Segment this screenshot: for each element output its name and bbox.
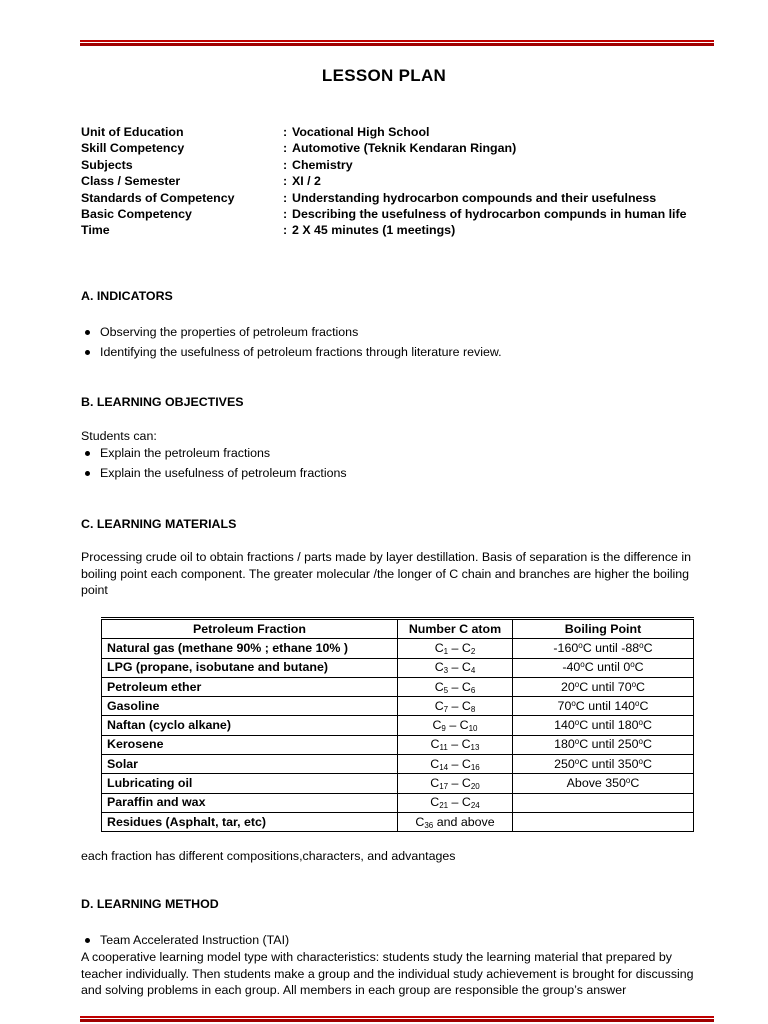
- info-row: [81, 157, 721, 173]
- boiling-point: 20$^o$C until 70$^o$C: [513, 677, 694, 696]
- info-row: [81, 206, 721, 222]
- info-label: Subjects: [81, 157, 133, 172]
- info-label: Class / Semester: [81, 174, 181, 189]
- boiling-point: 250$^o$C until 350$^o$C: [513, 755, 694, 774]
- table-row: [102, 639, 694, 658]
- info-label: Skill Competency: [81, 141, 185, 156]
- table-row: [102, 774, 694, 793]
- info-value: Chemistry: [292, 157, 353, 172]
- info-colon: :: [283, 157, 288, 172]
- info-colon: :: [283, 190, 288, 205]
- list-item: Identifying the usefulness of petroleum fractions through literature review.: [85, 342, 502, 362]
- info-colon: :: [283, 207, 288, 222]
- fraction-name: Lubricating oil: [102, 774, 398, 793]
- table-row: [102, 755, 694, 774]
- fraction-name: Natural gas (methane 90% ; ethane 10% ): [102, 639, 398, 658]
- info-value: Understanding hydrocarbon compounds and their usefulness: [292, 190, 657, 205]
- boiling-point: -160$^o$C until -88$^o$C: [513, 639, 694, 658]
- info-row: [81, 222, 721, 238]
- list-item: Observing the properties of petroleum fractions: [85, 322, 502, 342]
- section-c-heading: C. LEARNING MATERIALS: [81, 517, 237, 531]
- fraction-note: each fraction has different compositions,characters, and advantages: [81, 849, 456, 863]
- carbon-range: $C_{36}$ and above: [398, 812, 513, 831]
- table-row: [102, 697, 694, 716]
- info-colon: :: [283, 174, 288, 189]
- info-row: [81, 173, 721, 189]
- carbon-range: $C_{14} - C_{16}$: [398, 755, 513, 774]
- info-row: [81, 140, 721, 156]
- info-colon: :: [283, 141, 288, 156]
- carbon-range: $C_{17} - C_{20}$: [398, 774, 513, 793]
- info-value: Automotive (Teknik Kendaran Ringan): [292, 141, 517, 156]
- carbon-range: $C_3 - C_4$: [398, 658, 513, 677]
- list-item: Explain the petroleum fractions: [85, 443, 347, 463]
- carbon-range: $C_1 - C_2$: [398, 639, 513, 658]
- bullet-icon: [85, 330, 90, 335]
- table-row: [102, 793, 694, 812]
- column-header: Boiling Point: [513, 619, 694, 639]
- info-value: 2 X 45 minutes (1 meetings): [292, 223, 456, 238]
- info-colon: :: [283, 125, 288, 139]
- info-label: Time: [81, 223, 110, 238]
- fraction-name: Petroleum ether: [102, 677, 398, 696]
- info-row: [81, 190, 721, 206]
- carbon-range: $C_{11} - C_{13}$: [398, 735, 513, 754]
- method-list: [85, 930, 289, 950]
- section-b-heading: B. LEARNING OBJECTIVES: [81, 395, 244, 409]
- section-a-heading: A. INDICATORS: [81, 289, 173, 303]
- info-label: Basic Competency: [81, 207, 192, 222]
- petroleum-fraction-table: [101, 617, 694, 832]
- boiling-point: 70$^o$C until 140$^o$C: [513, 697, 694, 716]
- carbon-range: $C_{21} - C_{24}$: [398, 793, 513, 812]
- page-title: LESSON PLAN: [321, 66, 447, 85]
- bullet-icon: [85, 451, 90, 456]
- table-row: [102, 716, 694, 735]
- section-d-heading: D. LEARNING METHOD: [81, 897, 219, 911]
- info-value: Vocational High School: [292, 125, 430, 139]
- fraction-name: LPG (propane, isobutane and butane): [102, 658, 398, 677]
- bullet-icon: [85, 471, 90, 476]
- column-header: Petroleum Fraction: [102, 619, 398, 639]
- objectives-intro: Students can:: [81, 429, 157, 443]
- info-row: [81, 124, 721, 140]
- info-value: XI / 2: [292, 174, 321, 189]
- table-row: [102, 658, 694, 677]
- list-item: Explain the usefulness of petroleum fractions: [85, 463, 347, 483]
- info-value: Describing the usefulness of hydrocarbon compunds in human life: [292, 207, 687, 222]
- info-label: Unit of Education: [81, 125, 184, 139]
- indicator-list: [85, 322, 502, 362]
- info-label: Standards of Competency: [81, 190, 235, 205]
- boiling-point: Above 350$^o$C: [513, 774, 694, 793]
- table-row: [102, 735, 694, 754]
- materials-paragraph: Processing crude oil to obtain fractions / parts made by layer destillation. Basis of separation is the difference in boiling point each component. The greater molecular /the longer of C chain and branches are higher the boiling point: [81, 550, 691, 597]
- list-item: Team Accelerated Instruction (TAI): [85, 930, 289, 950]
- top-rule: [80, 40, 714, 46]
- carbon-range: $C_7 - C_8$: [398, 697, 513, 716]
- table-row: [102, 812, 694, 831]
- boiling-point: 140$^o$C until 180$^o$C: [513, 716, 694, 735]
- boiling-point: [513, 793, 694, 812]
- method-paragraph: A cooperative learning model type with characteristics: students study the learning material that prepared by teacher individually. Then students make a group and the individual study achievement is brought for discussing and solving problems in each group. All members in each group are responsible the group’s answer: [81, 950, 694, 997]
- info-colon: :: [283, 223, 288, 238]
- fraction-name: Naftan (cyclo alkane): [102, 716, 398, 735]
- bullet-icon: [85, 938, 90, 943]
- carbon-range: $C_5 - C_6$: [398, 677, 513, 696]
- bullet-icon: [85, 350, 90, 355]
- lesson-info: [81, 124, 721, 239]
- fraction-name: Gasoline: [102, 697, 398, 716]
- boiling-point: [513, 812, 694, 831]
- boiling-point: 180$^o$C until 250$^o$C: [513, 735, 694, 754]
- fraction-name: Solar: [102, 755, 398, 774]
- column-header: Number C atom: [398, 619, 513, 639]
- fraction-name: Paraffin and wax: [102, 793, 398, 812]
- boiling-point: -40$^o$C until 0$^o$C: [513, 658, 694, 677]
- carbon-range: $C_9 - C_{10}$: [398, 716, 513, 735]
- fraction-name: Kerosene: [102, 735, 398, 754]
- bottom-rule: [80, 1016, 714, 1022]
- table-row: [102, 677, 694, 696]
- fraction-name: Residues (Asphalt, tar, etc): [102, 812, 398, 831]
- objective-list: [85, 443, 347, 483]
